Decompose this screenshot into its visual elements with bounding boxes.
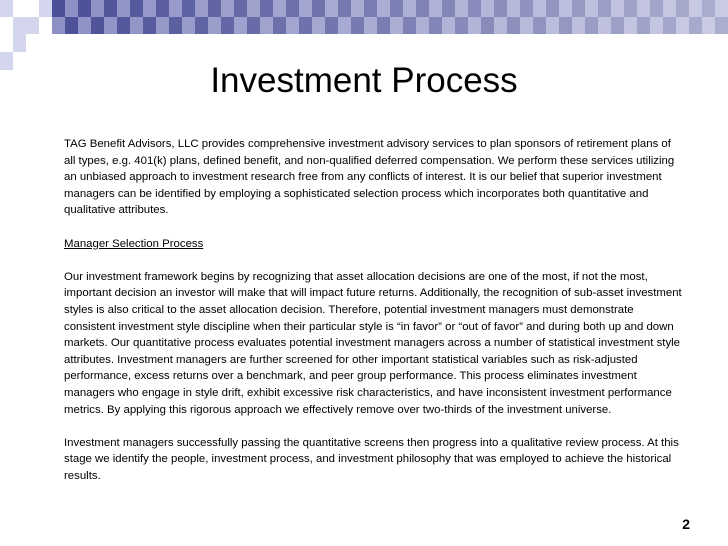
band-square (429, 17, 442, 34)
band-square (156, 17, 169, 34)
band-square (481, 0, 494, 17)
band-square (546, 0, 559, 17)
band-square (559, 17, 572, 34)
band-square (13, 17, 26, 34)
band-square (260, 17, 273, 34)
band-square (429, 0, 442, 17)
band-square (13, 0, 26, 17)
band-square (351, 17, 364, 34)
band-square (702, 0, 715, 17)
band-square (572, 0, 585, 17)
band-square (663, 0, 676, 17)
band-square (520, 0, 533, 17)
band-square (663, 17, 676, 34)
framework-paragraph: Our investment framework begins by recognizing that asset allocation decisions are one of the most, if not the most, important decision an investor will make that will impact future returns. Additionally, the recognition of sub-asset investment styles is also critical to the asset allocation decision. Therefore, potential investment managers must demonstrate consistent investment style discipline when their particular style is “in favor” or “out of favor” and during both up and down markets. Our quantitative process evaluates potential investment managers across a number of statistical investment style attributes. Investment managers are further screened for other important statistical variables such as risk-adjusted performance, excess returns over a benchmark, and peer group performance. This process eliminates investment managers who engage in style drift, exhibit excessive risk characteristics, and have inconsistent investment performance metrics. By applying this rigorous approach we effectively remove over two-thirds of the investment universe. (64, 270, 682, 416)
band-square (403, 0, 416, 17)
band-square (624, 0, 637, 17)
band-square (104, 17, 117, 34)
band-square (494, 17, 507, 34)
band-square (299, 17, 312, 34)
band-square (598, 0, 611, 17)
band-square (546, 17, 559, 34)
band-square (169, 17, 182, 34)
band-square (39, 0, 52, 17)
slide-body (64, 136, 684, 501)
band-square (611, 0, 624, 17)
band-square (507, 17, 520, 34)
band-square (442, 17, 455, 34)
band-square (390, 17, 403, 34)
band-square (312, 0, 325, 17)
band-square (0, 0, 13, 17)
band-square (533, 0, 546, 17)
band-square (403, 17, 416, 34)
band-square (130, 17, 143, 34)
band-square (169, 0, 182, 17)
band-square (13, 34, 26, 52)
band-square (455, 0, 468, 17)
band-square (78, 17, 91, 34)
band-square (611, 17, 624, 34)
band-square (117, 0, 130, 17)
band-square (221, 17, 234, 34)
band-square (0, 17, 13, 34)
band-square (520, 17, 533, 34)
band-square (91, 0, 104, 17)
band-square (182, 17, 195, 34)
band-square (78, 0, 91, 17)
band-square (273, 17, 286, 34)
band-square (351, 0, 364, 17)
band-square (247, 17, 260, 34)
band-square (234, 0, 247, 17)
band-square (299, 0, 312, 17)
band-square (377, 0, 390, 17)
band-square (143, 0, 156, 17)
band-square (572, 17, 585, 34)
band-square (91, 17, 104, 34)
band-square (637, 17, 650, 34)
band-square (117, 17, 130, 34)
band-square (715, 17, 728, 34)
band-square (559, 0, 572, 17)
band-square (26, 0, 39, 17)
band-square (364, 17, 377, 34)
band-square (195, 17, 208, 34)
band-square (481, 17, 494, 34)
band-square (338, 0, 351, 17)
band-square (650, 17, 663, 34)
qualitative-paragraph: Investment managers successfully passing the quantitative screens then progress into a qualitative review process. At this stage we identify the people, investment process, and investment philosophy that was employed to achieve the historical results. (64, 436, 679, 482)
band-square (338, 17, 351, 34)
band-square (0, 34, 13, 52)
band-square (676, 0, 689, 17)
slide-title: Investment Process (210, 61, 518, 100)
band-square (234, 17, 247, 34)
band-square (416, 17, 429, 34)
band-square (143, 17, 156, 34)
intro-paragraph: TAG Benefit Advisors, LLC provides comprehensive investment advisory services to plan sponsors of retirement plans of all types, e.g. 401(k) plans, defined benefit, and non-qualified deferred compensation. We perform these services utilizing an unbiased approach to investment research free from any conflicts of interest. It is our belief that superior investment managers can be identified by employing a sophisticated selection process which incorporates both quantitative and qualitative attributes. (64, 138, 675, 217)
band-square (156, 0, 169, 17)
band-square (650, 0, 663, 17)
page-number: 2 (682, 516, 690, 532)
band-square (624, 17, 637, 34)
band-square (65, 17, 78, 34)
band-square (442, 0, 455, 17)
band-square (676, 17, 689, 34)
band-square (52, 0, 65, 17)
band-square (702, 17, 715, 34)
band-square (325, 0, 338, 17)
band-square (130, 0, 143, 17)
band-square (585, 0, 598, 17)
band-square (416, 0, 429, 17)
band-square (377, 17, 390, 34)
band-square (182, 0, 195, 17)
band-square (468, 0, 481, 17)
decorative-top-band (0, 0, 728, 34)
band-square (286, 0, 299, 17)
band-square (208, 0, 221, 17)
band-square (468, 17, 481, 34)
band-square (260, 0, 273, 17)
band-square (286, 17, 299, 34)
band-square (637, 0, 650, 17)
band-square (52, 17, 65, 34)
band-square (364, 0, 377, 17)
band-square (507, 0, 520, 17)
band-square (195, 0, 208, 17)
band-square (715, 0, 728, 17)
band-square (585, 17, 598, 34)
band-square (208, 17, 221, 34)
section-heading: Manager Selection Process (64, 237, 204, 250)
band-square (39, 17, 52, 34)
band-square (598, 17, 611, 34)
band-square (273, 0, 286, 17)
band-square (104, 0, 117, 17)
band-square (689, 17, 702, 34)
band-square (325, 17, 338, 34)
band-square (221, 0, 234, 17)
band-square (247, 0, 260, 17)
band-square (65, 0, 78, 17)
band-square (312, 17, 325, 34)
band-square (390, 0, 403, 17)
band-square (689, 0, 702, 17)
band-square (533, 17, 546, 34)
band-square (455, 17, 468, 34)
band-square (26, 17, 39, 34)
band-square (494, 0, 507, 17)
